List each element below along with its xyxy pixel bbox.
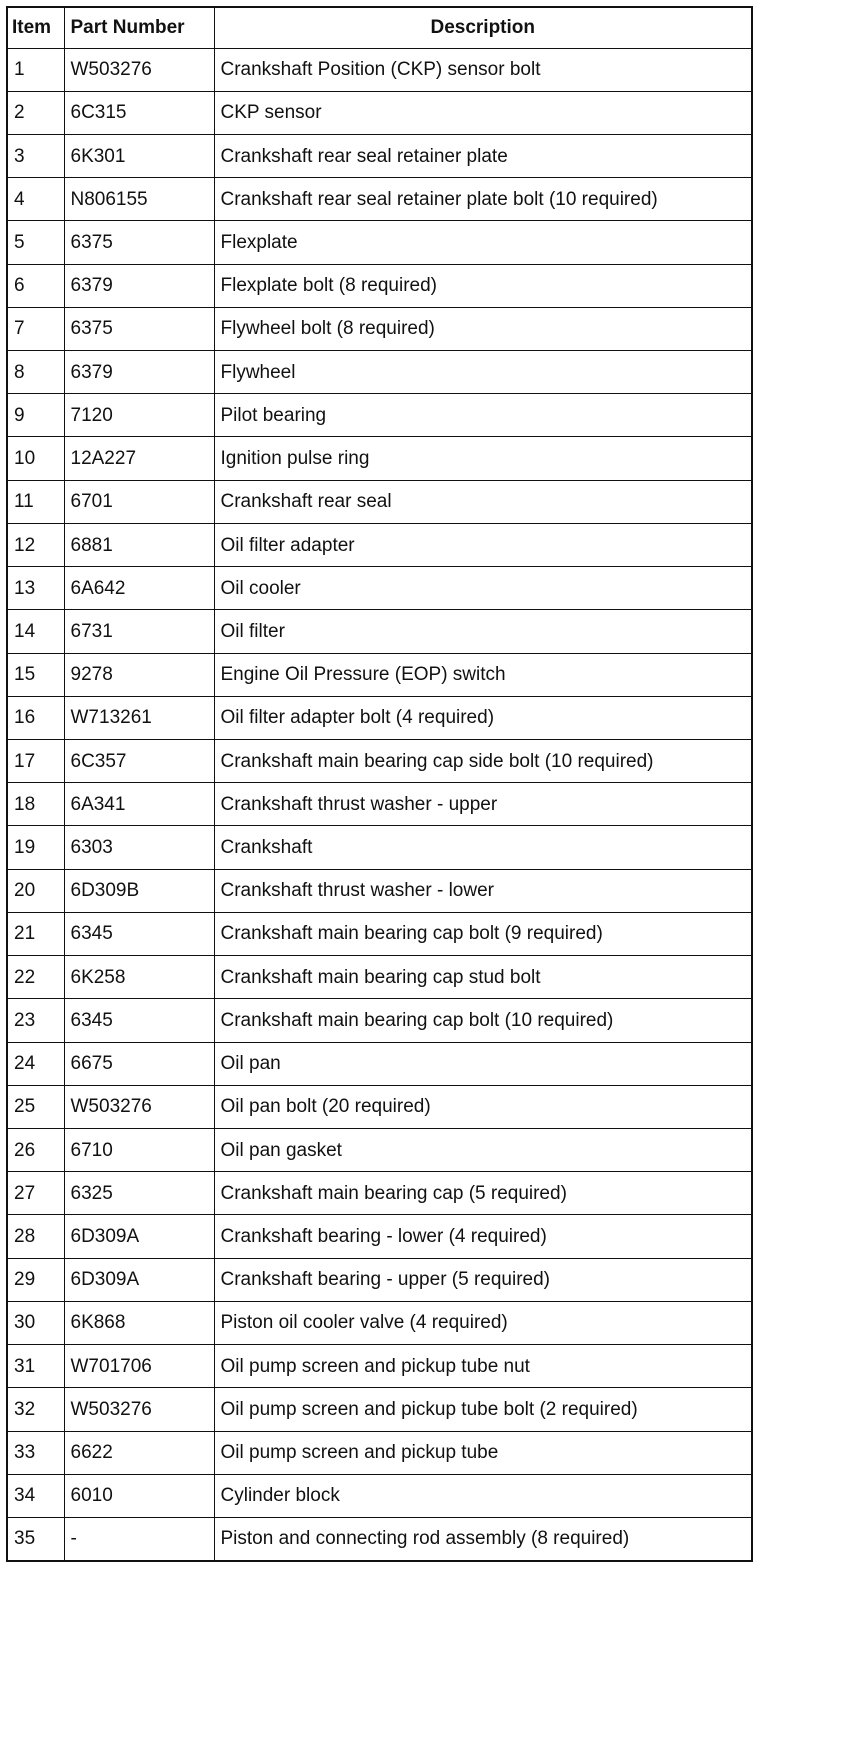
part-number-cell: 6701 xyxy=(64,480,214,523)
table-row xyxy=(7,567,752,610)
table-row xyxy=(7,1042,752,1085)
item-cell: 34 xyxy=(7,1474,64,1517)
description-cell: Oil filter adapter bolt (4 required) xyxy=(214,696,752,739)
part-number-cell: 6D309B xyxy=(64,869,214,912)
part-number-cell: 6379 xyxy=(64,351,214,394)
description-cell: Engine Oil Pressure (EOP) switch xyxy=(214,653,752,696)
table-row xyxy=(7,826,752,869)
description-cell: Oil pump screen and pickup tube xyxy=(214,1431,752,1474)
item-cell: 30 xyxy=(7,1301,64,1344)
item-cell: 2 xyxy=(7,91,64,134)
part-number-cell: W713261 xyxy=(64,696,214,739)
description-cell: Oil pump screen and pickup tube nut xyxy=(214,1345,752,1388)
description-cell: Crankshaft bearing - lower (4 required) xyxy=(214,1215,752,1258)
description-cell: CKP sensor xyxy=(214,91,752,134)
description-cell: Oil pan bolt (20 required) xyxy=(214,1085,752,1128)
item-cell: 31 xyxy=(7,1345,64,1388)
table-row xyxy=(7,783,752,826)
table-row xyxy=(7,221,752,264)
part-number-cell: N806155 xyxy=(64,178,214,221)
description-cell: Oil pan xyxy=(214,1042,752,1085)
description-cell: Oil filter xyxy=(214,610,752,653)
part-number-cell: 6D309A xyxy=(64,1258,214,1301)
part-number-cell: W503276 xyxy=(64,1388,214,1431)
part-number-column-header: Part Number xyxy=(64,7,214,48)
part-number-cell: - xyxy=(64,1517,214,1560)
part-number-cell: 6C357 xyxy=(64,740,214,783)
part-number-cell: 6345 xyxy=(64,912,214,955)
item-cell: 7 xyxy=(7,307,64,350)
table-row xyxy=(7,264,752,307)
item-cell: 13 xyxy=(7,567,64,610)
part-number-cell: W701706 xyxy=(64,1345,214,1388)
item-cell: 18 xyxy=(7,783,64,826)
table-row xyxy=(7,1215,752,1258)
table-row xyxy=(7,523,752,566)
item-cell: 10 xyxy=(7,437,64,480)
table-row xyxy=(7,653,752,696)
table-row xyxy=(7,1517,752,1560)
table-row xyxy=(7,1301,752,1344)
table-row xyxy=(7,999,752,1042)
description-cell: Flywheel xyxy=(214,351,752,394)
table-row xyxy=(7,1388,752,1431)
table-row xyxy=(7,912,752,955)
part-number-cell: 6C315 xyxy=(64,91,214,134)
part-number-cell: 6K301 xyxy=(64,134,214,177)
description-cell: Oil pump screen and pickup tube bolt (2 required) xyxy=(214,1388,752,1431)
description-cell: Oil filter adapter xyxy=(214,523,752,566)
item-cell: 20 xyxy=(7,869,64,912)
part-number-cell: 6731 xyxy=(64,610,214,653)
item-cell: 6 xyxy=(7,264,64,307)
part-number-cell: 6675 xyxy=(64,1042,214,1085)
table-header xyxy=(7,7,752,48)
description-cell: Crankshaft rear seal retainer plate xyxy=(214,134,752,177)
table-row xyxy=(7,869,752,912)
description-cell: Crankshaft main bearing cap (5 required) xyxy=(214,1172,752,1215)
item-cell: 21 xyxy=(7,912,64,955)
table-row xyxy=(7,696,752,739)
description-cell: Crankshaft main bearing cap bolt (10 required) xyxy=(214,999,752,1042)
item-cell: 28 xyxy=(7,1215,64,1258)
part-number-cell: 6303 xyxy=(64,826,214,869)
table-body xyxy=(7,48,752,1561)
part-number-cell: 6379 xyxy=(64,264,214,307)
table-row xyxy=(7,1258,752,1301)
part-number-cell: 6375 xyxy=(64,221,214,264)
description-cell: Crankshaft main bearing cap side bolt (10 required) xyxy=(214,740,752,783)
description-cell: Crankshaft xyxy=(214,826,752,869)
table-row xyxy=(7,1345,752,1388)
description-cell: Crankshaft thrust washer - upper xyxy=(214,783,752,826)
item-cell: 29 xyxy=(7,1258,64,1301)
item-cell: 33 xyxy=(7,1431,64,1474)
item-column-header: Item xyxy=(7,7,64,48)
table-row xyxy=(7,1172,752,1215)
table-row xyxy=(7,480,752,523)
item-cell: 35 xyxy=(7,1517,64,1560)
table-row xyxy=(7,610,752,653)
item-cell: 26 xyxy=(7,1128,64,1171)
table-row xyxy=(7,740,752,783)
part-number-cell: 6881 xyxy=(64,523,214,566)
description-cell: Crankshaft main bearing cap stud bolt xyxy=(214,956,752,999)
description-cell: Piston and connecting rod assembly (8 required) xyxy=(214,1517,752,1560)
description-cell: Oil cooler xyxy=(214,567,752,610)
item-cell: 5 xyxy=(7,221,64,264)
part-number-cell: 6010 xyxy=(64,1474,214,1517)
description-cell: Cylinder block xyxy=(214,1474,752,1517)
table-row xyxy=(7,178,752,221)
part-number-cell: 6710 xyxy=(64,1128,214,1171)
table-row xyxy=(7,1085,752,1128)
description-cell: Crankshaft rear seal xyxy=(214,480,752,523)
table-row xyxy=(7,351,752,394)
table-row xyxy=(7,307,752,350)
table-row xyxy=(7,1431,752,1474)
description-cell: Crankshaft rear seal retainer plate bolt (10 required) xyxy=(214,178,752,221)
item-cell: 16 xyxy=(7,696,64,739)
item-cell: 9 xyxy=(7,394,64,437)
part-number-cell: 6345 xyxy=(64,999,214,1042)
item-cell: 23 xyxy=(7,999,64,1042)
item-cell: 3 xyxy=(7,134,64,177)
item-cell: 22 xyxy=(7,956,64,999)
part-number-cell: 6K258 xyxy=(64,956,214,999)
item-cell: 32 xyxy=(7,1388,64,1431)
parts-table xyxy=(6,6,753,1562)
part-number-cell: W503276 xyxy=(64,48,214,91)
item-cell: 15 xyxy=(7,653,64,696)
table-row xyxy=(7,91,752,134)
item-cell: 17 xyxy=(7,740,64,783)
item-cell: 27 xyxy=(7,1172,64,1215)
table-row xyxy=(7,956,752,999)
table-row xyxy=(7,394,752,437)
part-number-cell: 6A341 xyxy=(64,783,214,826)
part-number-cell: 6A642 xyxy=(64,567,214,610)
part-number-cell: 6D309A xyxy=(64,1215,214,1258)
description-cell: Crankshaft bearing - upper (5 required) xyxy=(214,1258,752,1301)
part-number-cell: 12A227 xyxy=(64,437,214,480)
table-row xyxy=(7,437,752,480)
description-cell: Pilot bearing xyxy=(214,394,752,437)
table-row xyxy=(7,48,752,91)
description-cell: Ignition pulse ring xyxy=(214,437,752,480)
description-cell: Flexplate bolt (8 required) xyxy=(214,264,752,307)
table-row xyxy=(7,134,752,177)
item-cell: 24 xyxy=(7,1042,64,1085)
part-number-cell: 6K868 xyxy=(64,1301,214,1344)
description-cell: Crankshaft Position (CKP) sensor bolt xyxy=(214,48,752,91)
description-cell: Piston oil cooler valve (4 required) xyxy=(214,1301,752,1344)
part-number-cell: 6622 xyxy=(64,1431,214,1474)
item-cell: 8 xyxy=(7,351,64,394)
part-number-cell: 6325 xyxy=(64,1172,214,1215)
item-cell: 11 xyxy=(7,480,64,523)
part-number-cell: W503276 xyxy=(64,1085,214,1128)
table-row xyxy=(7,1474,752,1517)
item-cell: 4 xyxy=(7,178,64,221)
part-number-cell: 9278 xyxy=(64,653,214,696)
description-cell: Flexplate xyxy=(214,221,752,264)
description-cell: Flywheel bolt (8 required) xyxy=(214,307,752,350)
part-number-cell: 6375 xyxy=(64,307,214,350)
item-cell: 12 xyxy=(7,523,64,566)
header-row xyxy=(7,7,752,48)
item-cell: 25 xyxy=(7,1085,64,1128)
description-cell: Crankshaft thrust washer - lower xyxy=(214,869,752,912)
part-number-cell: 7120 xyxy=(64,394,214,437)
table-row xyxy=(7,1128,752,1171)
description-cell: Oil pan gasket xyxy=(214,1128,752,1171)
description-cell: Crankshaft main bearing cap bolt (9 required) xyxy=(214,912,752,955)
item-cell: 1 xyxy=(7,48,64,91)
item-cell: 14 xyxy=(7,610,64,653)
item-cell: 19 xyxy=(7,826,64,869)
description-column-header: Description xyxy=(214,7,752,48)
